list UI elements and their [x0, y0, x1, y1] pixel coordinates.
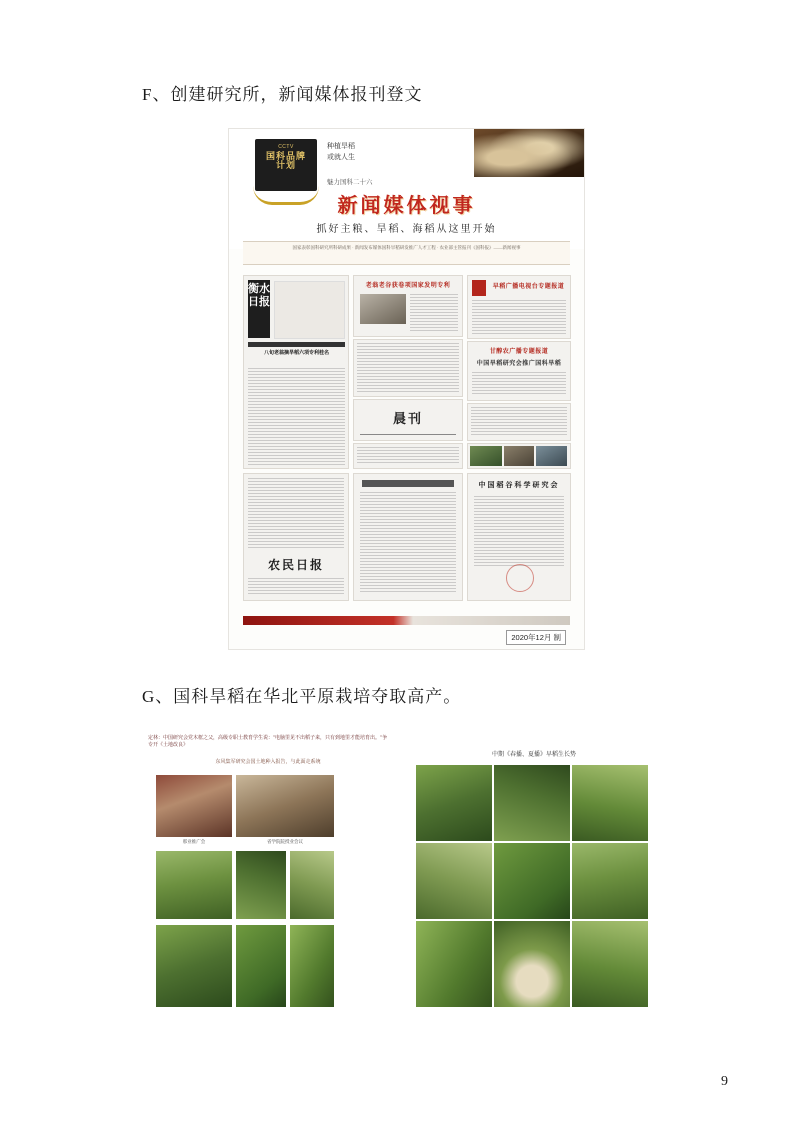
hengshui-masthead: 衡水日报: [248, 280, 270, 338]
news-media-poster: [228, 128, 585, 650]
poster-slogan-line1: [327, 141, 355, 163]
photo-right-crop-1: [494, 765, 570, 841]
poster-clipping-grid: [239, 271, 574, 609]
rice-grain-photo: [474, 129, 584, 177]
photo-right-crop-6: [416, 921, 492, 1007]
photo-caption-1: 那业推广会: [182, 839, 206, 844]
photo-right-crop-3: [416, 843, 492, 919]
page-number: 9: [721, 1074, 728, 1089]
cctv-brand-line2: 计划: [275, 160, 296, 170]
section-g-heading: G、国科旱稻在华北平原栽培夺取高产。: [142, 687, 462, 706]
figure-g-left-caption: 定林：中国研究会党木框之父，高级专职士教育学生说："电脑里见不出稻子来，只有到地里才能培育出。"争专开《土地改良》: [148, 736, 388, 748]
figure-g-right-panel: [416, 735, 652, 1035]
photo-field-inspect: [236, 851, 286, 919]
photo-right-person-field: [416, 765, 492, 841]
clipping-chenkan-masthead: [353, 399, 463, 441]
hengshui-headline: 八旬老翁摘旱稻六项专利桂名: [263, 351, 329, 356]
clipping-nongmin-daily: [243, 473, 349, 601]
figure-g-left-panel: [148, 735, 388, 1035]
poster-footer-bar: [243, 616, 570, 625]
photo-right-crop-2: [572, 765, 648, 841]
poster-date-stamp: 2020年12月 制: [506, 630, 566, 645]
poster-banner-text: 国家表彰国科研究所科研成果 · 新闻发布媒体国科旱稻研发推广人才工程 · 农业部主管报刊《国科报》——新闻视事: [243, 241, 570, 265]
photo-conference-hall: [236, 775, 334, 837]
clipping-right-groupphoto: [467, 443, 571, 469]
cctv-brand-line1: 国科品牌: [265, 151, 306, 161]
figure-g-right-caption: 中期《春播、夏播》早稻生长势: [491, 752, 576, 758]
photo-farmer-woman: [156, 925, 232, 1007]
clipping-right-text: [467, 403, 571, 441]
clipping-right-broadcast: [467, 341, 571, 401]
poster-subtitle: 抓好主粮、旱稻、海稻从这里开始: [316, 224, 497, 235]
poster-header: [229, 129, 584, 249]
photo-right-crop-5: [572, 843, 648, 919]
slogan-text-1: 种植旱稻: [327, 143, 355, 150]
clipping-research-society: [467, 473, 571, 601]
figure-g-photo-collage: [148, 735, 652, 1035]
photo-rice-root-system: [494, 921, 570, 1007]
photo-award-ceremony: [156, 775, 232, 837]
clipping-chenkan-middle: [353, 339, 463, 397]
clipping-chenkan-top: [353, 275, 463, 337]
chenkan-masthead: 晨刊: [392, 411, 423, 426]
chenkan-headline: 老翁老谷获卷项国家发明专利: [365, 283, 451, 289]
section-f-heading: F、创建研究所，新闻媒体报刊登文: [142, 85, 423, 104]
photo-field-group: [156, 851, 232, 919]
slogan-text-2: 或就人生: [327, 154, 355, 161]
right-top-headline: 早稻广播电视台专题报道: [492, 284, 565, 290]
poster-title: 新闻媒体视事: [337, 195, 476, 217]
photo-right-crop-7: [572, 921, 648, 1007]
photo-right-crop-4: [494, 843, 570, 919]
clipping-center-article: [353, 473, 463, 601]
clipping-right-top: [467, 275, 571, 339]
clipping-hengshui-daily: [243, 275, 349, 469]
right-subhead-2: 中国旱稻研究会推广国科旱稻: [476, 361, 562, 367]
right-subhead-1: 甘醇农广播专题报道: [489, 349, 549, 355]
poster-slogan-line3: 魅力国科二十六: [327, 179, 373, 186]
cctv-brand-badge: [255, 139, 317, 191]
photo-field-rows: [290, 851, 334, 919]
photo-caption-2: 省学院院授业会议: [267, 839, 303, 844]
figure-g-left-caption-sub: 东风集军研究会国土地种入报告，与此面走系统: [215, 760, 321, 765]
nongmin-masthead: 农民日报: [267, 558, 324, 572]
photo-rice-closeup-right: [290, 925, 334, 1007]
research-society-masthead: 中国稻谷科学研究会: [478, 481, 560, 489]
photo-rice-closeup-left: [236, 925, 286, 1007]
cctv-label: CCTV: [278, 144, 294, 150]
clipping-chenkan-bottom: [353, 443, 463, 469]
